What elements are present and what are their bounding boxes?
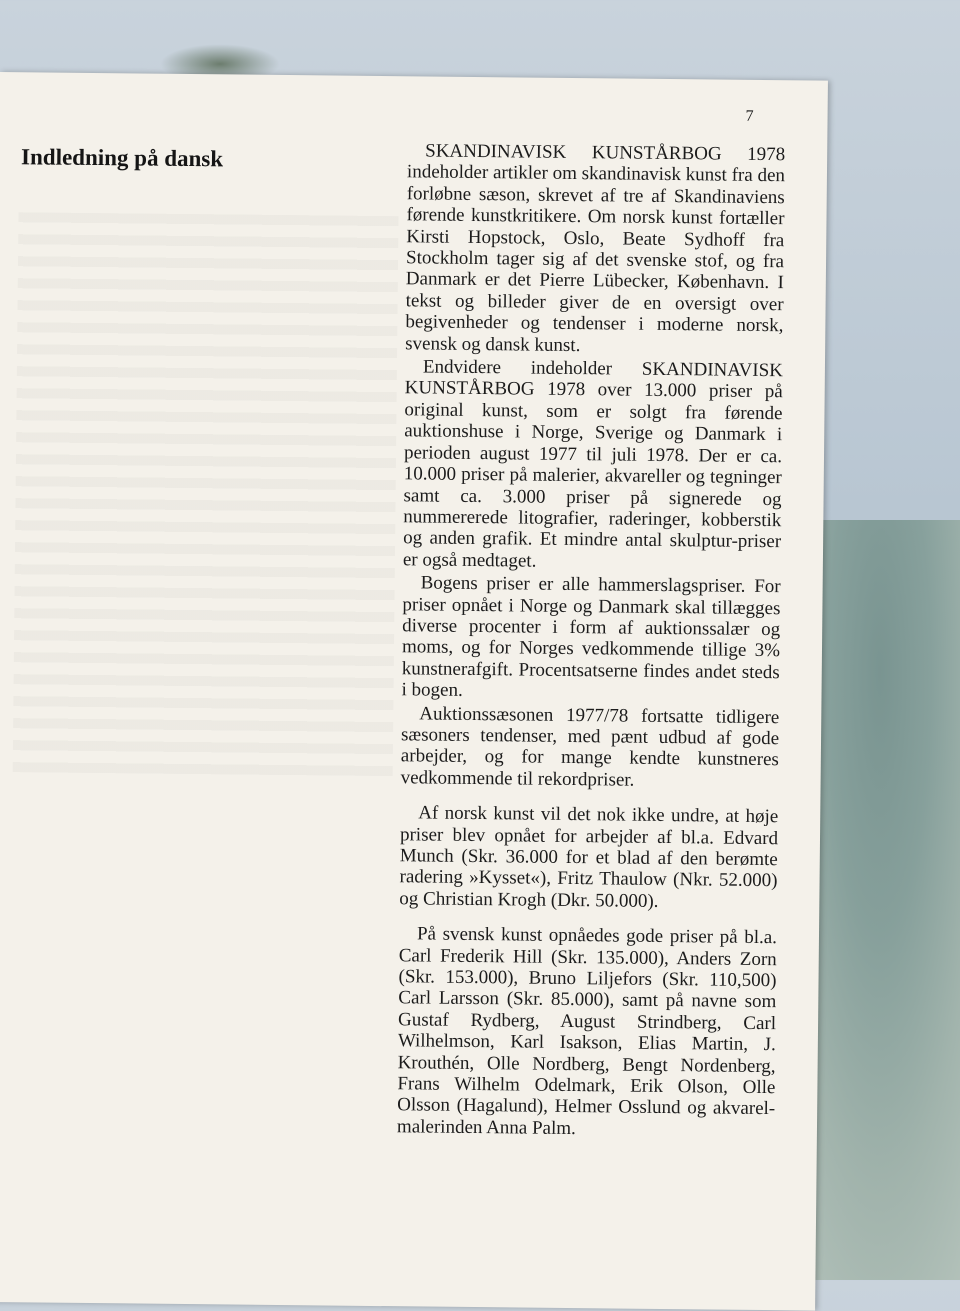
paragraph-hammer-prices: Bogens priser er alle hammerslagspriser. For priser opnået i Norge og Danmark skal tillægges diverse procenter i form af auktionssalær og moms, og for Norges vedkommende tillige 3% kunstnerafgift. Procentsatserne findes andet steds i bogen. (401, 572, 781, 702)
page-heading: Indledning på dansk (20, 144, 224, 172)
page-number: 7 (745, 107, 754, 125)
paragraph-norwegian-art: Af norsk kunst vil det nok ikke undre, at høje priser blev opnået for arbejder af bl.a. Edvard Munch (Skr. 36.000 for et blad af den berømte radering »Kysset«), Fritz Thaulow (Nkr. 52.000) og Christian Krogh (Dkr. 50.000). (399, 802, 779, 912)
show-through-text (13, 212, 399, 776)
text-column (397, 140, 785, 1143)
book-page (0, 72, 828, 1311)
paragraph-prices: Endvidere indeholder SKANDINAVISK KUNSTÅRBOG 1978 over 13.000 priser på original kunst, som er solgt fra førende auktionshuse i Norge, Sverige og Danmark i perioden august 1977 til juli 1978. Der er ca. 10.000 priser på malerier, akvareller og tegninger samt ca. 3.000 priser på signerede og nummererede litografier, raderinger, kobberstik og anden grafik. Et mindre antal skulptur-priser er også medtaget. (402, 356, 784, 572)
paragraph-season: Auktionssæsonen 1977/78 fortsatte tidligere sæsoners tendenser, med pænt udbud af gode arbejder, og for mange kendte kunstneres vedkommende til rekordpriser. (400, 702, 780, 791)
paragraph-swedish-art: På svensk kunst opnåedes gode priser på bl.a. Carl Frederik Hill (Skr. 135.000), Anders Zorn (Skr. 153.000), Bruno Liljefors (Skr. 110,500) Carl Larsson (Skr. 85.000), samt på navne som Gustaf Rydberg, August Strindberg, Carl Wilhelmson, Karl Isakson, Elias Martin, J. Krouthén, Olle Nordberg, Bengt Nordenberg, Frans Wilhelm Odelmark, Erik Olson, Olle Olsson (Hagalund), Helmer Osslund og akvarel-malerinden Anna Palm. (396, 923, 778, 1139)
paragraph-intro: SKANDINAVISK KUNSTÅRBOG 1978 indeholder artikler om skandinavisk kunst fra den forløbne sæson, skrevet af tre af Skandinaviens førende kunstkritikere. Om norsk kunst fortæller Kirsti Hopstock, Oslo, Beate Sydhoff fra Stockholm tager sig af det svenske stof, og fra Danmark er det Pierre Lübecker, København. I tekst og billeder giver de en oversigt over begivenheder og tendenser i moderne norsk, svensk og dansk kunst. (405, 140, 786, 356)
